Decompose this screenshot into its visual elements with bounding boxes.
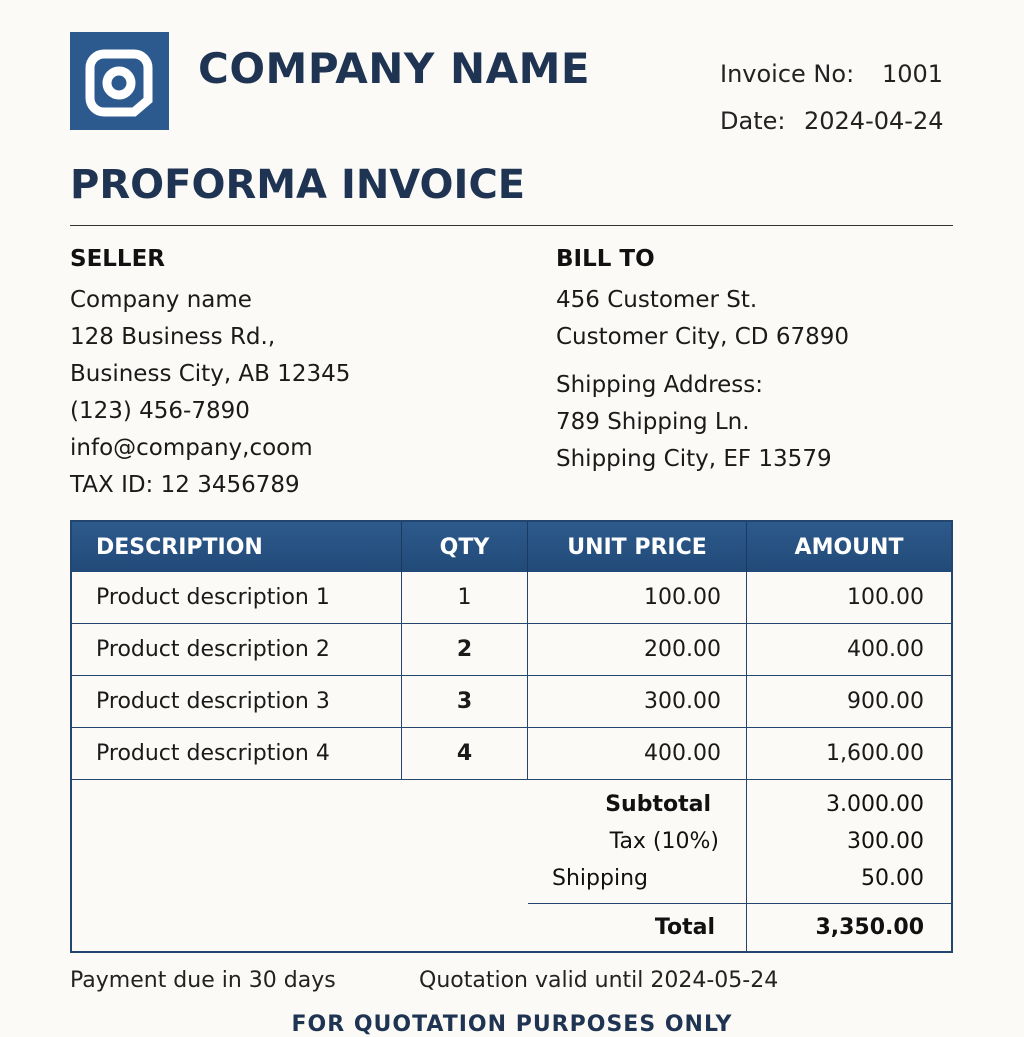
column-header-qty: QTY — [439, 535, 490, 560]
row-qty: 1 — [457, 585, 472, 610]
date-value: 2024-04-24 — [804, 107, 944, 135]
table-row — [72, 624, 951, 676]
row-qty: 4 — [456, 741, 473, 766]
title-divider — [70, 225, 953, 226]
total-value: 3,350.00 — [815, 915, 924, 940]
row-amount: 100.00 — [847, 585, 924, 610]
company-name: COMPANY NAME — [198, 44, 591, 93]
quotation-note: FOR QUOTATION PURPOSES ONLY — [291, 1012, 733, 1037]
seller-line: Company name — [70, 287, 252, 313]
row-unit-price: 300.00 — [644, 689, 721, 714]
seller-line: info@company,coom — [70, 435, 313, 461]
date-label: Date: — [720, 107, 786, 135]
row-qty: 2 — [456, 637, 473, 662]
row-description: Product description 1 — [96, 585, 330, 610]
row-amount: 400.00 — [847, 637, 924, 662]
payment-terms: Payment due in 30 days — [70, 968, 336, 993]
bill-to-line: Customer City, CD 67890 — [556, 324, 849, 350]
row-qty: 3 — [456, 689, 473, 714]
subtotal-label: Subtotal — [605, 792, 711, 817]
shipping-label: Shipping — [552, 866, 648, 891]
invoice-number-value: 1001 — [882, 60, 944, 88]
row-amount: 1,600.00 — [826, 741, 924, 766]
seller-line: 128 Business Rd., — [70, 324, 276, 350]
bill-to-line: 456 Customer St. — [556, 287, 758, 313]
column-header-amount: AMOUNT — [794, 535, 904, 560]
shipping-line: Shipping City, EF 13579 — [556, 446, 832, 472]
shipping-line: 789 Shipping Ln. — [556, 409, 750, 435]
row-description: Product description 4 — [96, 741, 330, 766]
items-table — [70, 520, 953, 953]
company-logo-icon — [70, 32, 169, 130]
row-unit-price: 400.00 — [644, 741, 721, 766]
bill-to-heading: BILL TO — [556, 246, 655, 272]
shipping-address-label: Shipping Address: — [556, 372, 763, 398]
row-unit-price: 200.00 — [644, 637, 721, 662]
seller-line: Business City, AB 12345 — [70, 361, 351, 387]
document-title: PROFORMA INVOICE — [70, 162, 526, 208]
total-divider — [528, 903, 951, 904]
seller-heading: SELLER — [70, 246, 166, 272]
shipping-value: 50.00 — [861, 866, 924, 891]
tax-value: 300.00 — [847, 829, 924, 854]
subtotal-value: 3.000.00 — [826, 792, 924, 817]
total-label: Total — [654, 915, 715, 940]
seller-line: TAX ID: 12 3456789 — [70, 472, 300, 498]
table-header — [72, 522, 951, 572]
row-description: Product description 3 — [96, 689, 330, 714]
seller-line: (123) 456-7890 — [70, 398, 250, 424]
table-row — [72, 676, 951, 728]
quotation-validity: Quotation valid until 2024-05-24 — [419, 968, 779, 993]
tax-label: Tax (10%) — [609, 829, 719, 854]
table-row — [72, 728, 951, 780]
row-description: Product description 2 — [96, 637, 330, 662]
row-amount: 900.00 — [847, 689, 924, 714]
row-unit-price: 100.00 — [644, 585, 721, 610]
column-header-unit-price: UNIT PRICE — [567, 535, 707, 560]
table-row — [72, 572, 951, 624]
column-header-description: DESCRIPTION — [96, 535, 263, 560]
invoice-number-label: Invoice No: — [720, 60, 855, 88]
